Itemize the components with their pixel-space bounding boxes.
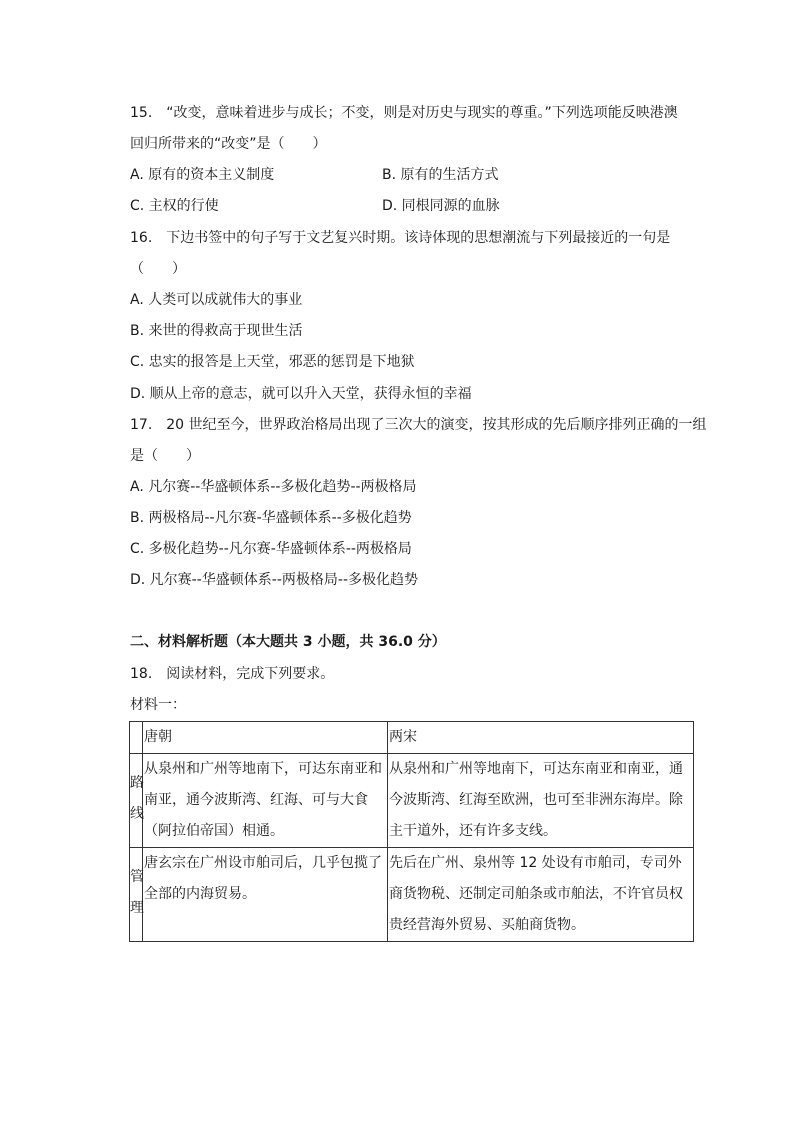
cell-management-tang: 唐玄宗在广州设市舶司后，几乎包揽了全部的内海贸易。 bbox=[143, 848, 388, 942]
q17-option-d: D. 凡尔赛--华盛顿体系--两极格局--多极化趋势 bbox=[130, 572, 418, 588]
table-row-management bbox=[130, 848, 694, 942]
q15-option-a: A. 原有的资本主义制度 bbox=[130, 167, 275, 183]
table-header-row bbox=[130, 722, 694, 754]
material-label: 材料一： bbox=[130, 697, 186, 713]
q15-stem-line1: 15. “改变，意味着进步与成长；不变，则是对历史与现实的尊重。”下列选项能反映港澳 bbox=[130, 105, 678, 121]
material-table bbox=[129, 721, 694, 942]
q15-option-d: D. 同根同源的血脉 bbox=[382, 198, 500, 214]
q15-option-b: B. 原有的生活方式 bbox=[382, 167, 499, 183]
q18-stem: 18. 阅读材料，完成下列要求。 bbox=[130, 666, 335, 682]
q16-option-d: D. 顺从上帝的意志，就可以升入天堂，获得永恒的幸福 bbox=[130, 386, 472, 402]
q15-stem-line2: 回归所带来的“改变”是（ ） bbox=[130, 136, 327, 152]
table-row-route bbox=[130, 754, 694, 848]
q17-option-b: B. 两极格局--凡尔赛-华盛顿体系--多极化趋势 bbox=[130, 510, 412, 526]
table-header-song: 两宋 bbox=[388, 722, 694, 754]
table-header-blank bbox=[130, 722, 143, 754]
q16-stem-line2: （ ） bbox=[130, 261, 186, 277]
q17-option-c: C. 多极化趋势--凡尔赛-华盛顿体系--两极格局 bbox=[130, 541, 412, 557]
q15-option-c: C. 主权的行使 bbox=[130, 198, 219, 214]
row-label-management: 管理 bbox=[130, 869, 144, 916]
cell-management-song: 先后在广州、泉州等 12 处设有市舶司，专司外商货物税、还制定司舶条或市舶法，不许官员权贵经营海外贸易、买舶商货物。 bbox=[388, 848, 694, 942]
q16-option-c: C. 忠实的报答是上天堂，邪恶的惩罚是下地狱 bbox=[130, 354, 415, 370]
q16-option-b: B. 来世的得救高于现世生活 bbox=[130, 323, 303, 339]
q17-stem-line2: 是（ ） bbox=[130, 448, 200, 464]
q17-stem-line1: 17. 20 世纪至今，世界政治格局出现了三次大的演变，按其形成的先后顺序排列正确的一组 bbox=[130, 417, 707, 433]
table-header-tang: 唐朝 bbox=[143, 722, 388, 754]
row-label-route: 路线 bbox=[130, 775, 144, 822]
cell-route-tang: 从泉州和广州等地南下，可达东南亚和南亚，通今波斯湾、红海、可与大食（阿拉伯帝国）相通。 bbox=[143, 754, 388, 848]
q16-stem-line1: 16. 下边书签中的句子写于文艺复兴时期。该诗体现的思想潮流与下列最接近的一句是 bbox=[130, 230, 671, 246]
q16-option-a: A. 人类可以成就伟大的事业 bbox=[130, 292, 303, 308]
cell-route-song: 从泉州和广州等地南下，可达东南亚和南亚，通今波斯湾、红海至欧洲，也可至非洲东海岸。除主干道外，还有许多支线。 bbox=[388, 754, 694, 848]
section-title: 二、材料解析题（本大题共 3 小题，共 36.0 分） bbox=[130, 634, 446, 650]
q17-option-a: A. 凡尔赛--华盛顿体系--多极化趋势--两极格局 bbox=[130, 479, 417, 495]
